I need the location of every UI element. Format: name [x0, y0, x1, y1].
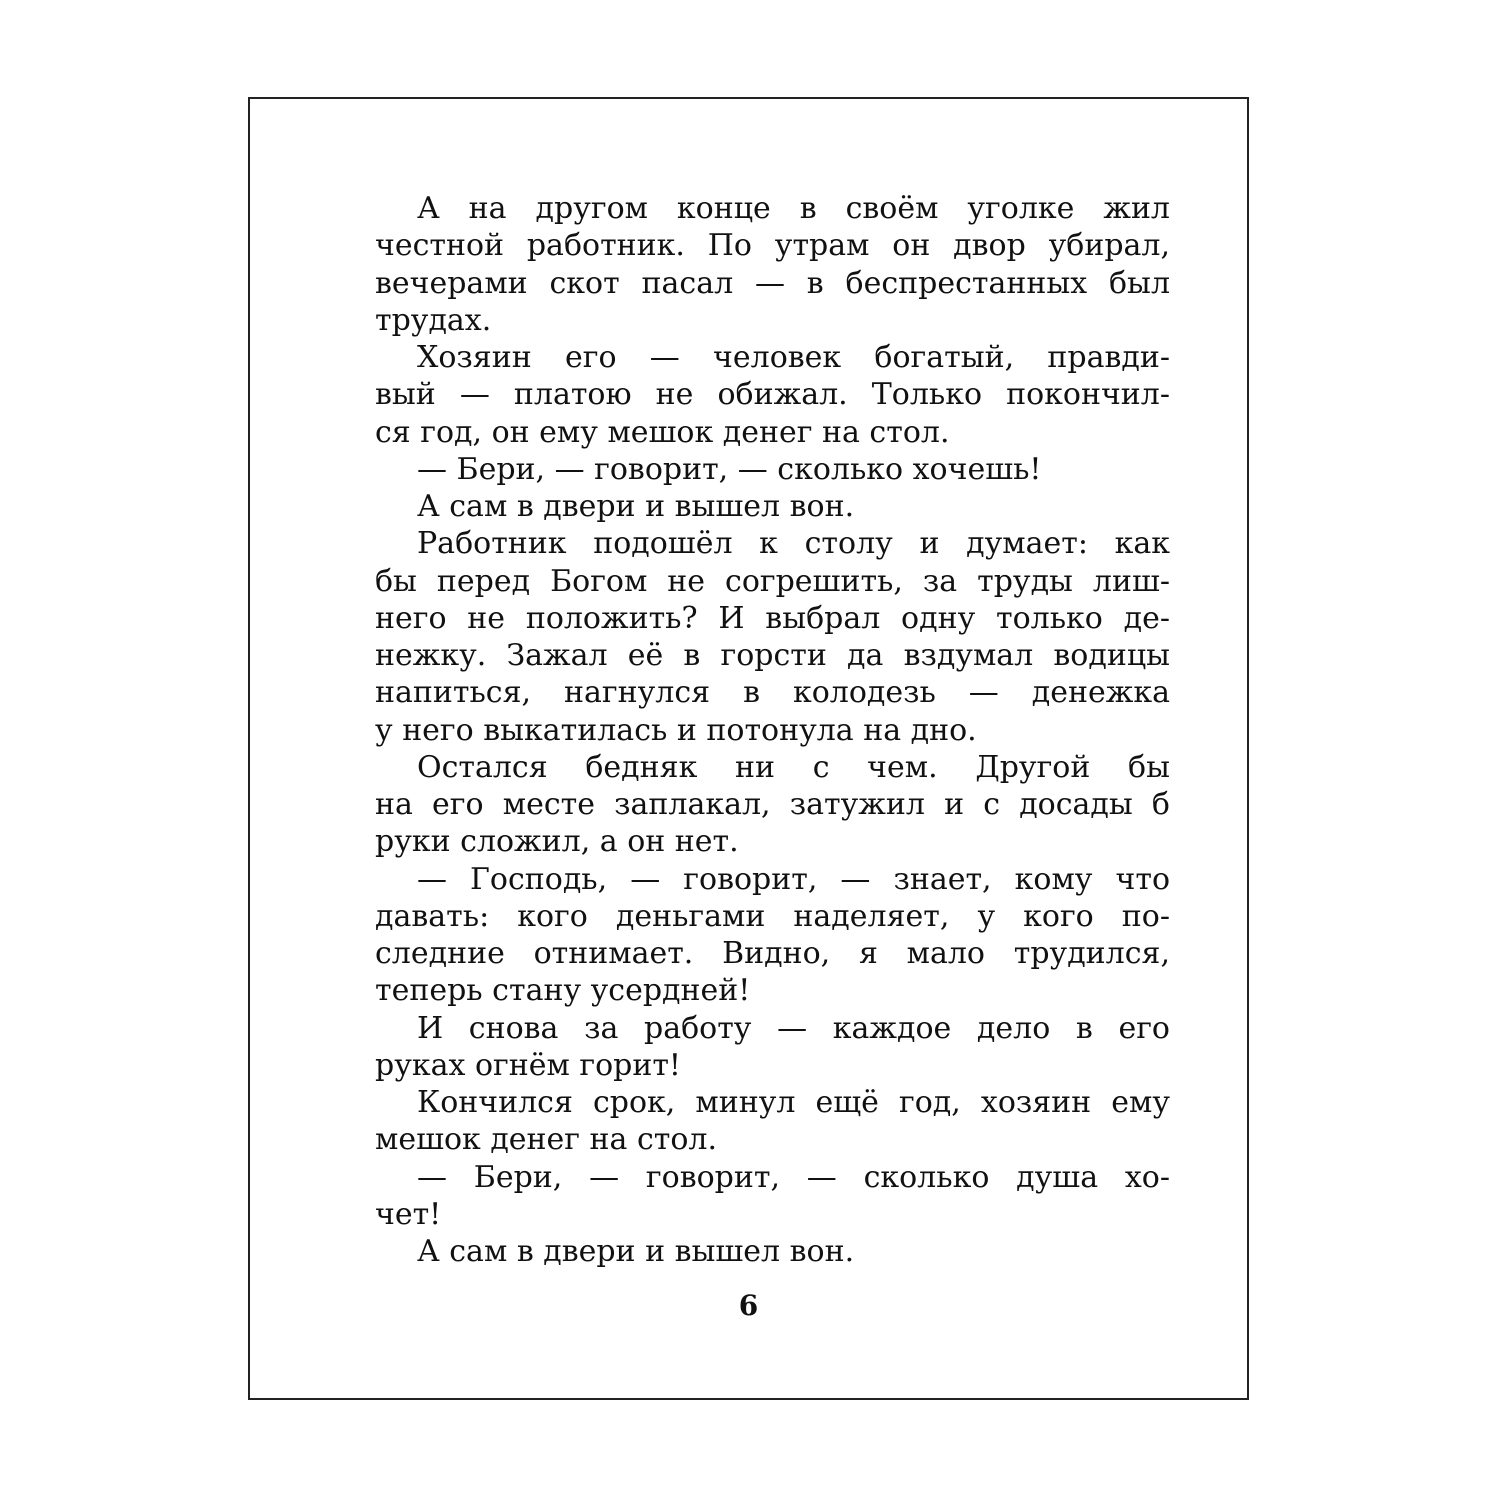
text-line: А сам в двери и вышел вон. — [417, 1234, 855, 1269]
text-line: Работник подошёл к столу и думает: как — [417, 526, 1170, 562]
text-line: него не положить? И выбрал одну только де- — [375, 600, 1170, 636]
text-line: Кончился срок, минул ещё год, хозяин ему — [417, 1085, 1170, 1120]
page-number: 6 — [738, 1289, 759, 1322]
text-line: трудах. — [375, 302, 492, 338]
text-line: вечерами скот пасал — в беспрестанных был — [375, 265, 1170, 301]
text-line: — Бери, — говорит, — сколько хочешь! — [417, 451, 1042, 487]
text-line: А сам в двери и вышел вон. — [417, 489, 855, 524]
text-line: у него выкатилась и потонула на дно. — [375, 712, 977, 748]
text-line: нежку. Зажал её в горсти да вздумал водицы — [375, 638, 1170, 673]
body-text — [375, 190, 1170, 1270]
text-line: следние отнимает. Видно, я мало трудился, — [375, 936, 1170, 971]
text-line: давать: кого деньгами наделяет, у кого по- — [375, 898, 1170, 934]
text-line: напиться, нагнулся в колодезь — денежка — [375, 675, 1170, 711]
book-page — [248, 97, 1249, 1400]
text-line: руки сложил, а он нет. — [375, 824, 739, 860]
text-line: мешок денег на стол. — [375, 1122, 718, 1158]
text-line: вый — платою не обижал. Только покончил- — [375, 377, 1170, 413]
text-line: теперь стану усердней! — [375, 973, 751, 1009]
text-line: на его месте заплакал, затужил и с досады б — [375, 787, 1170, 822]
text-line: честной работник. По утрам он двор убирал, — [375, 228, 1170, 264]
text-line: — Бери, — говорит, — сколько душа хо- — [417, 1159, 1170, 1195]
text-line: чет! — [375, 1196, 442, 1232]
text-line: А на другом конце в своём уголке жил — [417, 191, 1170, 226]
text-line: бы перед Богом не согрешить, за труды лиш- — [375, 563, 1170, 599]
text-line: Остался бедняк ни с чем. Другой бы — [417, 749, 1170, 785]
text-line: ся год, он ему мешок денег на стол. — [375, 414, 950, 450]
text-line: — Господь, — говорит, — знает, кому что — [417, 861, 1170, 897]
text-line: Хозяин его — человек богатый, правди- — [417, 340, 1170, 375]
text-line: И снова за работу — каждое дело в его — [417, 1010, 1170, 1046]
text-line: руках огнём горит! — [375, 1047, 681, 1083]
